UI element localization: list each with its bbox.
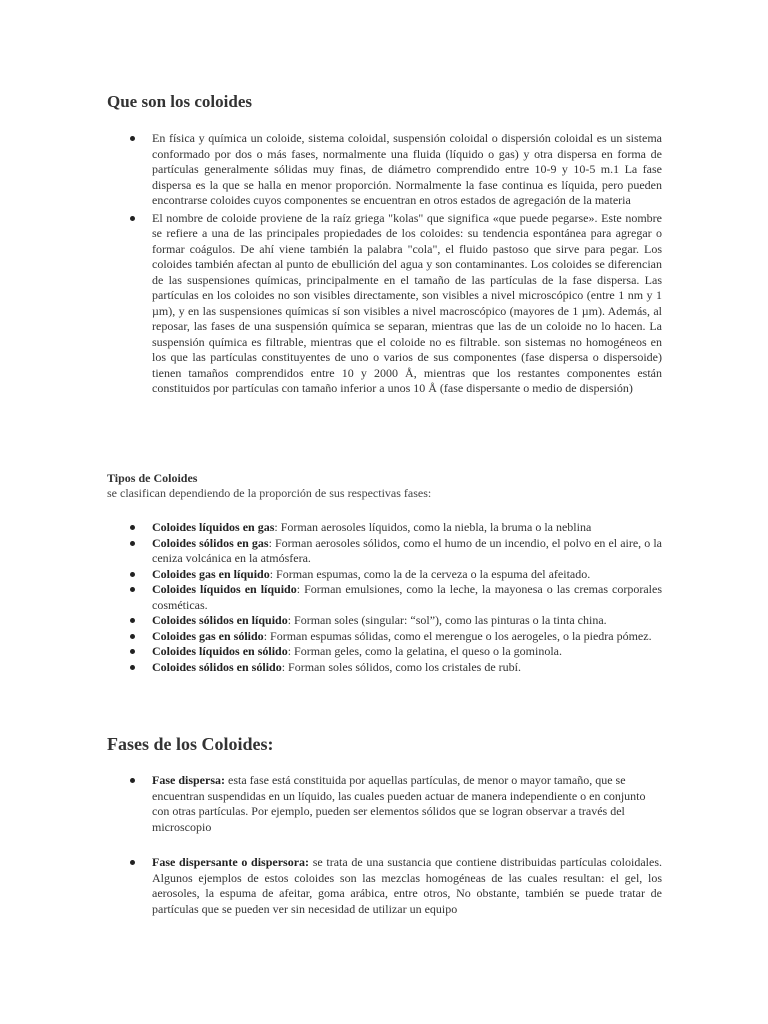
- types-subtitle: se clasifican dependiendo de la proporción de sus respectivas fases:: [107, 486, 432, 500]
- term: Coloides líquidos en líquido: [152, 582, 297, 596]
- list-item: [152, 536, 662, 567]
- list-item: [152, 582, 662, 613]
- description: : Forman soles sólidos, como los cristales de rubí.: [281, 659, 522, 674]
- term: Fase dispersante o dispersora:: [152, 855, 310, 869]
- list-item: [152, 855, 662, 917]
- description: : Forman espumas, como la de la cerveza o la espuma del afeitado.: [269, 566, 591, 581]
- types-title: Tipos de Coloides: [107, 471, 198, 485]
- section-title-fases: Fases de los Coloides:: [107, 734, 274, 754]
- types-bullet-list: [152, 520, 662, 675]
- list-item: El nombre de coloide proviene de la raíz griega "kolas" que significa «que puede pegarse». Este nombre se refiere a una de las principales propiedades de los coloides: su tendencia espontánea para agregar o formar coágulos. De ahí viene también la palabra "cola", el fluido pastoso que sirve para pegar. Los coloides también afectan al punto de ebullición del agua y son contaminantes. Los coloides se diferencian de las suspensiones químicas, principalmente en el tamaño de las partículas de la fase dispersa. Las partículas en los coloides no son visibles directamente, son visibles a nivel microscópico (entre 1 nm y 1 µm), y en las suspensiones químicas sí son visibles a nivel macroscópico (mayores de 1 µm). Además, al reposar, las fases de una suspensión química se separan, mientras que las de un coloide no lo hacen. La suspensión química es filtrable, mientras que el coloide no es filtrable. son sistemas no homogéneos en los que las partículas constituyentes de uno o varios de sus componentes (fase dispersa o dispersoide) tienen tamaños comprendidos entre 10 y 2000 Å, mientras que los restantes componentes están constituidos por partículas con tamaño inferior a unos 10 Å (fase dispersante o medio de dispersión): [152, 210, 662, 395]
- term: Coloides gas en sólido: [152, 628, 264, 643]
- list-item: [152, 773, 662, 835]
- list-item: [152, 520, 662, 536]
- description: : Forman aerosoles sólidos, como el humo de un incendio, el polvo en el aire, o la ceniza volcánica en la atmósfera.: [152, 535, 662, 565]
- phases-bullet-list-2: [152, 855, 662, 917]
- term: Coloides sólidos en sólido: [152, 659, 282, 674]
- intro-bullet-list: [152, 131, 662, 397]
- description: : Forman geles, como la gelatina, el queso o la gominola.: [287, 644, 562, 658]
- list-item: En física y química un coloide, sistema coloidal, suspensión coloidal o dispersión coloidal es un sistema conformado por dos o más fases, normalmente una fluida (líquido o gas) y otra dispersa en forma de partículas generalmente sólidas muy finas, de diámetro comprendido entre 10-9 y 10-5 m.1 La fase dispersa es la que se halla en menor proporción. Normalmente la fase continua es líquida, pero pueden encontrarse coloides cuyos componentes se encuentran en otros estados de agregación de la materia: [152, 131, 662, 207]
- description: : Forman soles (singular: “sol”), como las pinturas o la tinta china.: [287, 613, 607, 627]
- description: se trata de una sustancia que contiene distribuidas partículas coloidales. Algunos ejemplos de estos coloides son las mezclas homogéneas de las cuales resultan: el gel, los aerosoles, la espuma de afeitar, goma arábica, entre otros, No obstante, también se puede tratar de partículas que se pueden ver sin necesidad de utilizar un equipo: [152, 855, 663, 916]
- description: : Forman espumas sólidas, como el merengue o los aerogeles, o la piedra pómez.: [263, 628, 652, 643]
- list-item: [152, 660, 662, 676]
- list-item: [152, 644, 662, 660]
- list-item: [152, 629, 662, 645]
- term: Coloides gas en líquido: [152, 566, 270, 581]
- term: Coloides líquidos en sólido: [152, 644, 288, 658]
- description: : Forman aerosoles líquidos, como la niebla, la bruma o la neblina: [274, 520, 592, 534]
- list-item: [152, 613, 662, 629]
- section-title-que-son: Que son los coloides: [107, 92, 252, 111]
- list-item: [152, 567, 662, 583]
- term: Coloides sólidos en líquido: [152, 613, 288, 627]
- description: : Forman emulsiones, como la leche, la mayonesa o las cremas corporales cosméticas.: [152, 582, 662, 612]
- term: Coloides sólidos en gas: [152, 535, 269, 550]
- term: Coloides líquidos en gas: [152, 520, 275, 534]
- description: esta fase está constituida por aquellas partículas, de menor o mayor tamaño, que se encuentran suspendidas en un líquido, las cuales pueden actuar de manera independiente o en conjunto con otras partículas. Por ejemplo, pueden ser elementos sólidos que se logran observar a través del microscopio: [152, 773, 646, 834]
- term: Fase dispersa:: [152, 773, 225, 787]
- phases-bullet-list-1: [152, 773, 662, 835]
